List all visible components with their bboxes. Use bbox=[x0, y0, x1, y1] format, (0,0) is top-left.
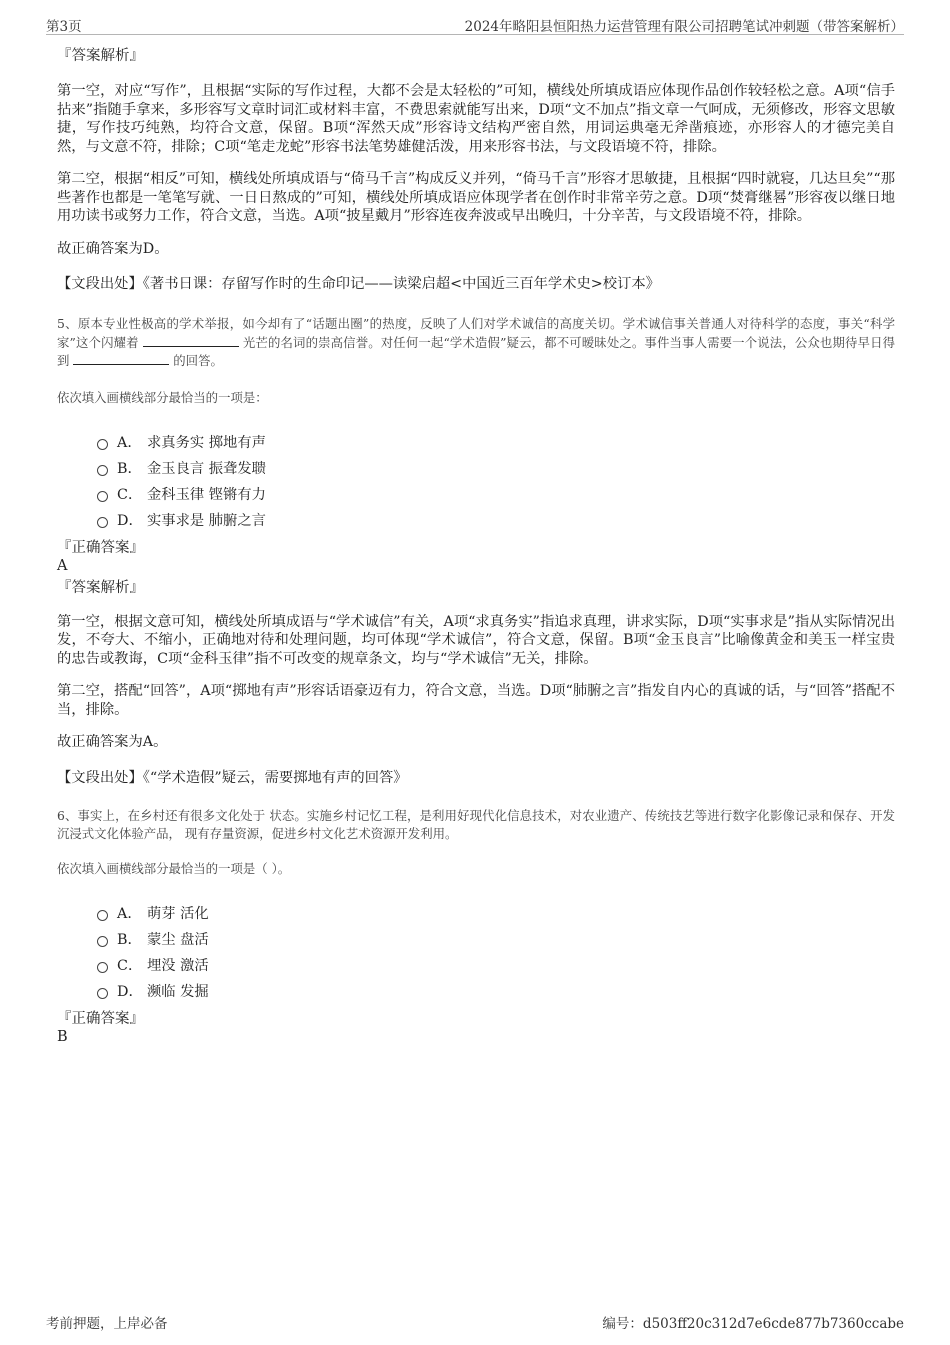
radio-icon[interactable] bbox=[97, 439, 108, 450]
q5-blank-1 bbox=[143, 334, 239, 347]
q4-analysis-para-2: 第二空，根据“相反”可知，横线处所填成语与“倚马千言”构成反义并列，“倚马千言”形容才思敏捷，且根据“四时就寝，几达旦矣”“那些著作也都是一笔笔写就、一日日熬成的”可知，横线处所填成语应体现学者在创作时非常辛劳之意。D项“焚膏继晷”形容夜以继日地用功读书或努力工作，符合文意，当选。A项“披星戴月”形容连夜奔波或早出晚归，十分辛苦，与文段语境不符，排除。 bbox=[57, 171, 895, 224]
option-text: 埋没 激活 bbox=[147, 957, 209, 974]
q5-option-c[interactable] bbox=[97, 481, 895, 507]
question-5 bbox=[57, 315, 895, 787]
q5-analysis-para-1: 第一空，根据文意可知，横线处所填成语与“学术诚信”有关，A项“求真务实”指追求真理，讲求实际，D项“实事求是”指从实际情况出发，不夸大、不缩小，正确地对待和处理问题，均可体现“学术诚信”，符合文意，保留。B项“金玉良言”比喻像黄金和美玉一样宝贵的忠告或教诲，C项“金科玉律”指不可改变的规章条文，均与“学术诚信”无关，排除。 bbox=[57, 613, 895, 667]
q6-option-c[interactable] bbox=[97, 952, 895, 978]
q5-option-d[interactable] bbox=[97, 507, 895, 533]
q4-analysis bbox=[57, 47, 895, 293]
option-letter: C． bbox=[117, 486, 143, 503]
q5-options bbox=[97, 429, 895, 533]
q5-stem bbox=[57, 315, 895, 371]
q5-blank-2 bbox=[73, 352, 169, 365]
q6-option-d[interactable] bbox=[97, 978, 895, 1004]
radio-icon[interactable] bbox=[97, 517, 108, 528]
option-text: 金玉良言 振聋发聩 bbox=[147, 460, 266, 477]
footer-slogan: 考前押题，上岸必备 bbox=[46, 1316, 168, 1332]
q5-analysis-para-2: 第二空，搭配“回答”，A项“掷地有声”形容话语豪迈有力，符合文意，当选。D项“肺腑之言”指发自内心的真诚的话，与“回答”搭配不当，排除。 bbox=[57, 683, 895, 718]
option-text: 濒临 发掘 bbox=[147, 983, 209, 1000]
q4-analysis-para-1: 第一空，对应“写作”，且根据“实际的写作过程，大都不会是太轻松的”可知，横线处所填成语应体现作品创作较轻松之意。A项“信手拈来”指随手拿来，多形容写文章时词汇或材料丰富，不费思索就能写出来，D项“文不加点”指文章一气呵成，无须修改，形容文思敏捷，写作技巧纯熟，均符合文意，保留。B项“浑然天成”形容诗文结构严密自然，用词运典毫无斧凿痕迹，亦形容人的才德完美自然，与文意不符，排除；C项“笔走龙蛇”形容书法笔势雄健活泼，用来形容书法，与文段语境不符，排除。 bbox=[57, 83, 895, 155]
option-text: 金科玉律 铿锵有力 bbox=[147, 486, 266, 503]
page-header bbox=[46, 14, 904, 35]
option-text: 萌芽 活化 bbox=[147, 905, 209, 922]
option-letter: D． bbox=[117, 512, 143, 529]
option-letter: C． bbox=[117, 957, 143, 974]
q5-source: 【文段出处】《“学术造假”疑云，需要掷地有声的回答》 bbox=[57, 769, 408, 786]
radio-icon[interactable] bbox=[97, 936, 108, 947]
radio-icon[interactable] bbox=[97, 910, 108, 921]
footer-code: 编号：d503ff20c312d7e6cde877b7360ccabe bbox=[602, 1316, 904, 1332]
q6-correct-label: 『正确答案』 bbox=[57, 1010, 144, 1027]
option-letter: A． bbox=[117, 434, 142, 451]
document-title: 2024年略阳县恒阳热力运营管理有限公司招聘笔试冲刺题（带答案解析） bbox=[464, 19, 904, 35]
q5-analysis-label: 『答案解析』 bbox=[57, 579, 144, 596]
radio-icon[interactable] bbox=[97, 491, 108, 502]
q4-analysis-label: 『答案解析』 bbox=[57, 48, 144, 64]
q6-stem: 6、事实上，在乡村还有很多文化处于 状态。实施乡村记忆工程，是利用好现代化信息技术，对农业遗产、传统技艺等进行数字化影像记录和保存、开发沉浸式文化体验产品， 现有存量资源，促进乡村文化艺术资源开发利用。 bbox=[57, 807, 895, 841]
q5-option-a[interactable] bbox=[97, 429, 895, 455]
q5-option-b[interactable] bbox=[97, 455, 895, 481]
q5-correct-answer: A bbox=[57, 557, 68, 574]
q5-conclusion: 故正确答案为A。 bbox=[57, 734, 168, 750]
radio-icon[interactable] bbox=[97, 988, 108, 999]
q4-source: 【文段出处】《著书日课：存留写作时的生命印记——读梁启超<中国近三百年学术史>校订本》 bbox=[57, 276, 660, 292]
page-content bbox=[57, 45, 895, 1046]
option-text: 求真务实 掷地有声 bbox=[147, 434, 266, 451]
q6-prompt: 依次填入画横线部分最恰当的一项是（ ）。 bbox=[57, 860, 291, 876]
q4-conclusion: 故正确答案为D。 bbox=[57, 240, 169, 257]
option-text: 实事求是 肺腑之言 bbox=[147, 512, 266, 529]
option-letter: A． bbox=[117, 905, 142, 922]
q5-correct-label: 『正确答案』 bbox=[57, 539, 144, 556]
page-number: 第3页 bbox=[46, 19, 82, 35]
radio-icon[interactable] bbox=[97, 962, 108, 973]
q5-stem-part-1: 5、原本专业性极高的学术举报，如今却有了“话题出圈”的热度，反映了人们对学术诚信的高度关切。学术诚信事关普通人对待科学的态度，事关“科学家”这个闪耀着 bbox=[57, 316, 895, 350]
option-letter: D． bbox=[117, 983, 143, 1000]
option-letter: B． bbox=[117, 460, 142, 477]
q5-stem-part-2: 光芒的名词的崇高信誉。对任何一起“学术造假”疑云，都不可暧昧处之。事件当事人需要一个说法，公众也期待早日得到 bbox=[57, 334, 895, 368]
question-6 bbox=[57, 807, 895, 1046]
q5-stem-part-3: 的回答。 bbox=[173, 353, 223, 368]
q6-option-a[interactable] bbox=[97, 900, 895, 926]
q6-option-b[interactable] bbox=[97, 926, 895, 952]
option-letter: B． bbox=[117, 931, 142, 948]
q6-correct-answer: B bbox=[57, 1028, 68, 1045]
q6-options bbox=[97, 900, 895, 1004]
radio-icon[interactable] bbox=[97, 465, 108, 476]
option-text: 蒙尘 盘活 bbox=[147, 931, 209, 948]
q5-prompt: 依次填入画横线部分最恰当的一项是： bbox=[57, 389, 268, 405]
